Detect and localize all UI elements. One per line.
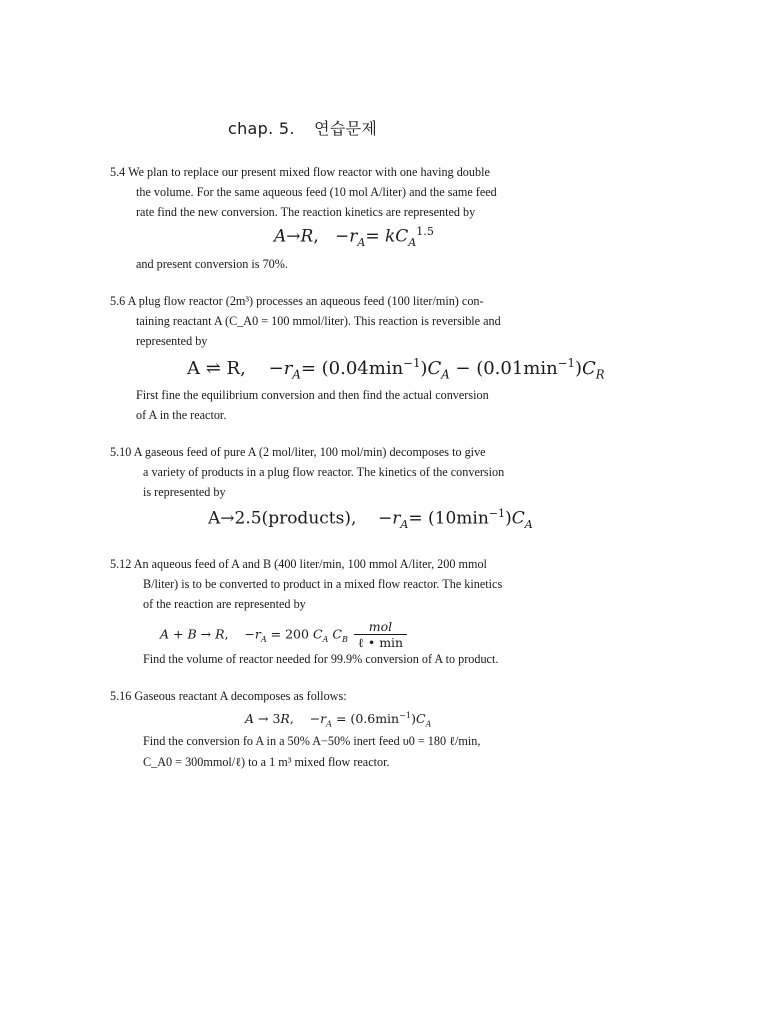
problem-number: 5.6 [110, 294, 126, 308]
rate-equation: A + B → R, $-r_A = 200$ $C_A$ $C_B$ $\frac{\text{mol}}{\text{ℓ • min}}$ [160, 619, 407, 651]
chapter-title: 연습문제 [314, 119, 378, 138]
rate-equation: A→R, $-r_A= kC_A^{1.5}$ [274, 225, 434, 250]
page-title [228, 116, 377, 139]
problem-text-line: C_A0 = 300mmol/ℓ) to a 1 m³ mixed flow reactor. [143, 755, 390, 769]
problem-text-line: taining reactant A (C_A0 = 100 mmol/liter). This reaction is reversible and [136, 314, 501, 328]
units-fraction: $\frac{\text{mol}}{\text{ℓ • min}}$ [354, 619, 407, 651]
problem-text-line: represented by [136, 334, 208, 348]
problem-text-line: Find the volume of reactor needed for 99.9% conversion of A to product. [143, 652, 499, 666]
problem-number: 5.16 [110, 689, 132, 703]
problem-text-line: rate find the new conversion. The reaction kinetics are represented by [136, 205, 476, 219]
problem-text-line: Find the conversion fo A in a 50% A−50% inert feed υ0 = 180 ℓ/min, [143, 734, 481, 748]
problem-text-line: the volume. For the same aqueous feed (10 mol A/liter) and the same feed [136, 185, 497, 199]
problem-text-line: of the reaction are represented by [143, 597, 306, 611]
problem-text-line: A plug flow reactor (2m³) processes an aqueous feed (100 liter/min) con- [127, 294, 484, 308]
rate-equation: A → 3R, $-r_A = (0.6\min^{-1})C_A$ [245, 710, 432, 729]
problem-text-line: of A in the reactor. [136, 408, 227, 422]
problem-text-line: First fine the equilibrium conversion and then find the actual conversion [136, 388, 489, 402]
problem-number: 5.10 [110, 445, 132, 459]
problem-number: 5.12 [110, 557, 132, 571]
rate-equation: A→2.5(products), $-r_A= (10\min^{-1})C_A$ [208, 507, 533, 532]
problem-text-line: Gaseous reactant A decomposes as follows: [134, 689, 347, 703]
problem-number: 5.4 [110, 165, 126, 179]
problem-text-line: We plan to replace our present mixed flow reactor with one having double [128, 165, 490, 179]
problem-text-line: B/liter) is to be converted to product in a mixed flow reactor. The kinetics [143, 577, 503, 591]
problem-text-line: A gaseous feed of pure A (2 mol/liter, 100 mol/min) decomposes to give [133, 445, 486, 459]
rate-equation: A ⇌ R, $-r_A= (0.04\min^{-1})C_A - (0.01\min^{-1})C_R$ [187, 356, 605, 382]
problem-text-line: a variety of products in a plug flow reactor. The kinetics of the conversion [143, 465, 505, 479]
chapter-number: chap. 5. [228, 119, 295, 138]
problem-text-line: and present conversion is 70%. [136, 257, 288, 271]
problem-text-line: An aqueous feed of A and B (400 liter/min, 100 mmol A/liter, 200 mmol [133, 557, 487, 571]
problem-text-line: is represented by [143, 485, 226, 499]
